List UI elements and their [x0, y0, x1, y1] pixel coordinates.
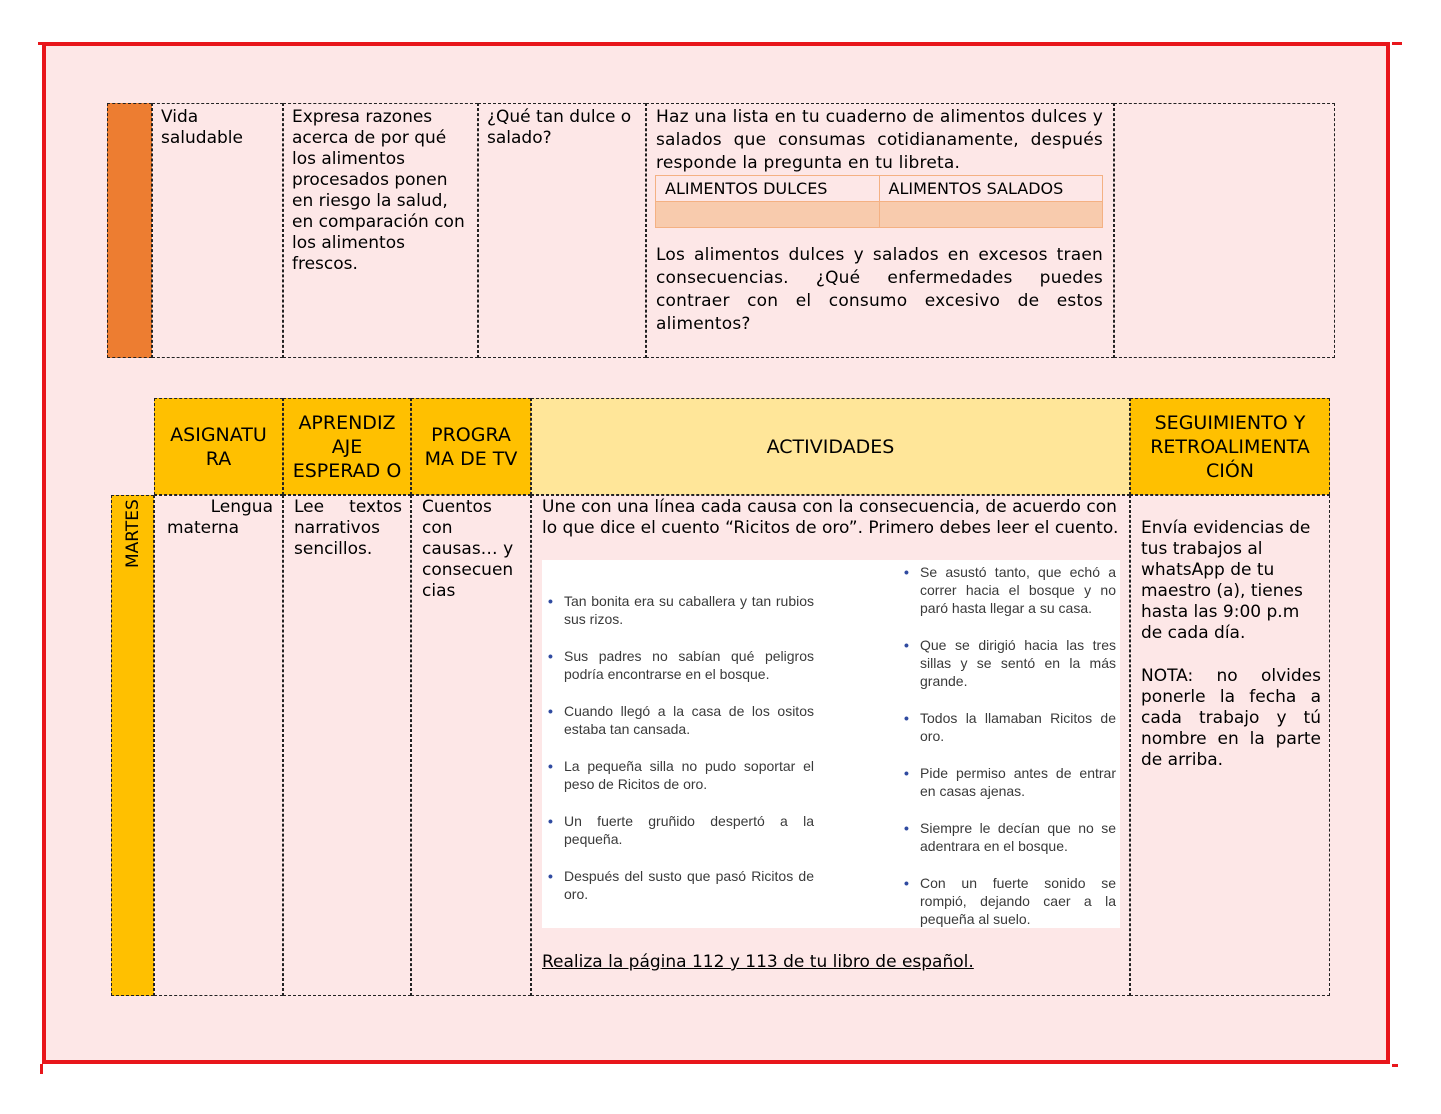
food-table-cell — [879, 202, 1103, 228]
header-tv-program-text: PROGRA MA DE TV — [424, 423, 518, 470]
header-expected-learning — [283, 398, 411, 495]
food-table-cell — [656, 202, 880, 228]
list-item: • Sus padres no sabían qué peligros podría encontrarse en el bosque. — [548, 648, 814, 682]
day-label-cell — [111, 495, 154, 996]
header-subject-text: ASIGNATU RA — [170, 423, 267, 470]
list-item: • Con un fuerte sonido se rompió, dejando caer a la pequeña al suelo. — [904, 875, 1116, 927]
causes-list — [542, 592, 814, 903]
consequences-list — [898, 563, 1116, 928]
header-activities-text: ACTIVIDADES — [766, 435, 895, 458]
activity-question: Los alimentos dulces y salados en excesos traen consecuencias. ¿Qué enfermedades puedes contraer con el consumo excesivo de estos alimentos? — [656, 245, 1103, 334]
activity-intro: Une con una línea cada causa con la consecuencia, de acuerdo con lo que dice el cuento “Ricitos de oro”. Primero debes leer el cuento. — [542, 497, 1119, 538]
followup-cell — [1130, 495, 1330, 996]
expected-learning-text: Expresa razones acerca de por qué los alimentos procesados ponen en riesgo la salud, en comparación con los alimentos frescos. — [292, 107, 465, 274]
list-item: • Tan bonita era su caballera y tan rubios sus rizos. — [548, 593, 814, 627]
tv-program-text: Cuentos con causas… y consecuen cias — [422, 497, 514, 601]
story-worksheet — [542, 560, 1120, 928]
food-table-header-sweet: ALIMENTOS DULCES — [656, 176, 880, 202]
food-table — [655, 175, 1103, 228]
followup-text-2: NOTA: no olvides ponerle la fecha a cada trabajo y tú nombre en la parte de arriba. — [1141, 666, 1321, 770]
expected-learning-cell — [283, 495, 411, 996]
list-item: • Un fuerte gruñido despertó a la pequeña. — [548, 813, 814, 847]
list-item: • Que se dirigió hacia las tres sillas y se sentó en la más grande. — [904, 637, 1116, 689]
activity-footer: Realiza la página 112 y 113 de tu libro de español. — [542, 952, 974, 972]
subject-cell — [152, 103, 283, 358]
list-item: • Se asustó tanto, que echó a correr hacia el bosque y no paró hasta llegar a su casa. — [904, 564, 1116, 616]
subject-text: Vida saludable — [161, 107, 243, 148]
list-item: • Todos la llamaban Ricitos de oro. — [904, 710, 1116, 744]
header-followup — [1130, 398, 1330, 495]
subject-text-span: Lengua materna — [167, 497, 273, 538]
tv-program-cell — [478, 103, 646, 358]
followup-text-1: Envía evidencias de tus trabajos al whatsApp de tu maestro (a), tienes hasta las 9:00 p.m de cada día. — [1141, 518, 1311, 643]
corner-mark — [1392, 42, 1402, 45]
list-item: • Cuando llegó a la casa de los ositos estaba tan cansada. — [548, 703, 814, 737]
corner-mark — [1392, 1064, 1398, 1067]
corner-mark — [40, 1064, 43, 1074]
header-subject — [154, 398, 283, 495]
list-item: • La pequeña silla no pudo soportar el peso de Ricitos de oro. — [548, 758, 814, 792]
subject-text — [167, 497, 273, 539]
subject-cell — [154, 495, 283, 996]
followup-cell — [1114, 103, 1335, 358]
header-expected-learning-text: APRENDIZ AJE ESPERAD O — [292, 411, 402, 482]
activity-intro: Haz una lista en tu cuaderno de alimentos dulces y salados que consumas cotidianamente, después responde la pregunta en tu libreta. — [656, 107, 1103, 173]
day-label: MARTES — [123, 499, 143, 568]
header-tv-program — [411, 398, 531, 495]
tv-program-cell — [411, 495, 531, 996]
header-followup-text: SEGUIMIENTO Y RETROALIMENTA CIÓN — [1150, 411, 1310, 482]
header-activities — [531, 398, 1130, 495]
expected-learning-cell — [283, 103, 478, 358]
corner-mark — [38, 42, 44, 45]
tv-program-text: ¿Qué tan dulce o salado? — [487, 107, 632, 148]
list-item: • Pide permiso antes de entrar en casas ajenas. — [904, 765, 1116, 799]
food-table-header-salty: ALIMENTOS SALADOS — [879, 176, 1103, 202]
list-item: • Después del susto que pasó Ricitos de oro. — [548, 868, 814, 902]
activities-cell — [531, 495, 1130, 996]
activities-cell — [646, 103, 1114, 358]
list-item: • Siempre le decían que no se adentrara en el bosque. — [904, 820, 1116, 854]
expected-learning-text: Lee textos narrativos sencillos. — [294, 497, 402, 559]
day-strip — [107, 103, 152, 358]
